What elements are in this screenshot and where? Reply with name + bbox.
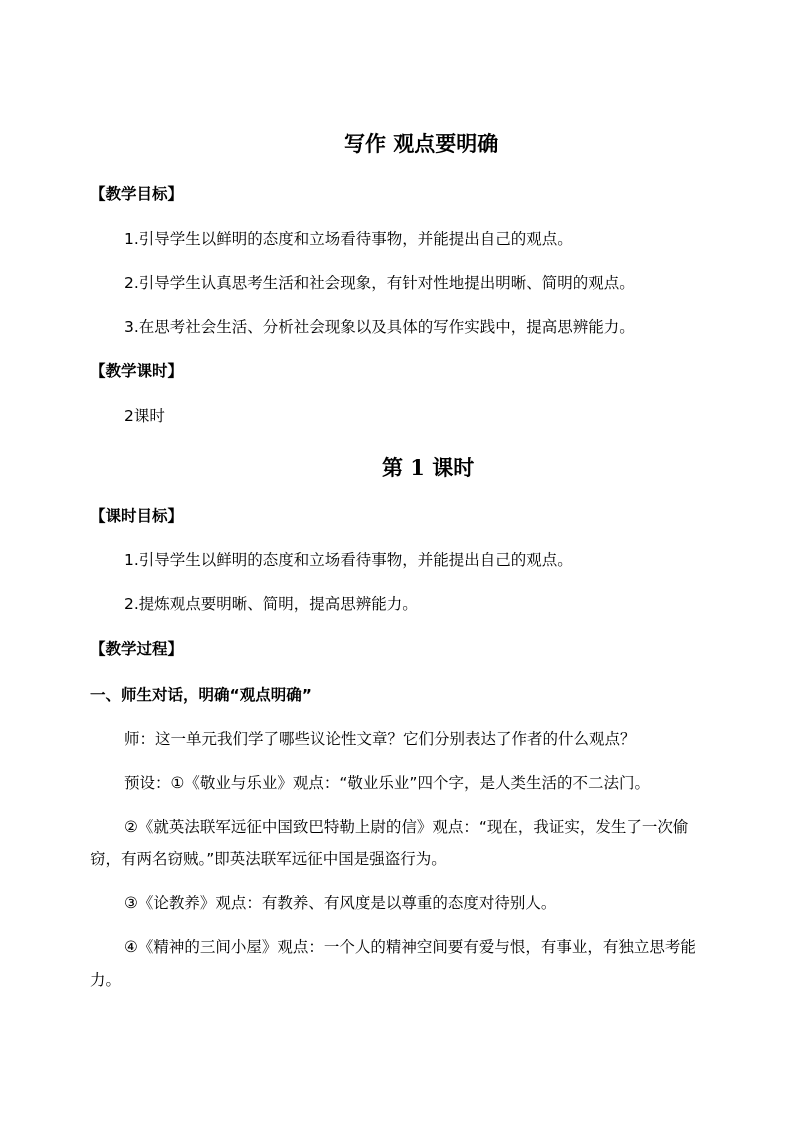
preset-answer-3: ③《论教养》观点：有教养、有风度是以尊重的态度对待别人。 [124, 894, 557, 912]
lesson-goal-item: 1.引导学生以鲜明的态度和立场看待事物，并能提出自己的观点。 [124, 551, 573, 569]
hours-value: 2课时 [124, 407, 165, 425]
preset-answer-2: ②《就英法联军远征中国致巴特勒上尉的信》观点：“现在，我证实，发生了一次偷 [124, 818, 689, 836]
lesson-goal-item: 2.提炼观点要明晰、简明，提高思辨能力。 [124, 595, 418, 613]
preset-answer-1: 预设：①《敬业与乐业》观点：“敬业乐业”四个字，是人类生活的不二法门。 [124, 774, 650, 792]
preset-answer-4: ④《精神的三间小屋》观点：一个人的精神空间要有爱与恨，有事业，有独立思考能 [124, 938, 696, 956]
hours-heading: 【教学课时】 [90, 362, 184, 380]
goal-item: 3.在思考社会生活、分析社会现象以及具体的写作实践中，提高思辨能力。 [124, 318, 635, 336]
lesson-goals-heading: 【课时目标】 [90, 507, 184, 525]
teacher-question: 师：这一单元我们学了哪些议论性文章？它们分别表达了作者的什么观点？ [124, 730, 636, 748]
lesson-title: 第 1 课时 [382, 455, 475, 480]
preset-answer-2-continued: 窃，有两名窃贼。”即英法联军远征中国是强盗行为。 [90, 850, 447, 868]
goals-heading: 【教学目标】 [90, 185, 184, 203]
goal-item: 2.引导学生认真思考生活和社会现象，有针对性地提出明晰、简明的观点。 [124, 274, 635, 292]
process-heading: 【教学过程】 [90, 640, 184, 658]
step1-heading: 一、师生对话，明确“观点明确” [90, 686, 312, 704]
preset-answer-4-continued: 力。 [90, 971, 122, 989]
document-title: 写作 观点要明确 [344, 131, 499, 156]
goal-item: 1.引导学生以鲜明的态度和立场看待事物，并能提出自己的观点。 [124, 230, 573, 248]
